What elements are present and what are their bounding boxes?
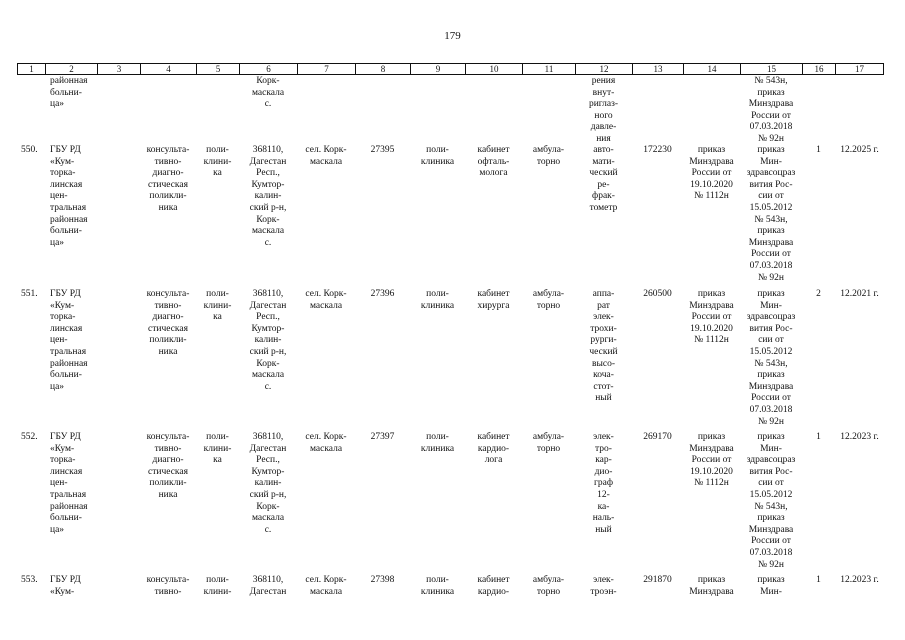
cell-r1-c6: 368110, Дагестан Респ., Кумтор- калин- ский р-н, Корк- маскала с. [249,145,287,248]
cell-r1-c8: 27395 [370,145,395,155]
cell-r4-c1: 553. [21,575,38,585]
cell-r0-c15: № 543н, приказ Минздрава России от 07.03.2018 № 92н [748,76,794,144]
cell-r2-c9: поли- клиника [420,289,455,311]
cell-r4-c15: приказ Мин- [757,575,785,597]
cell-r3-c17: 12.2023 г. [840,432,879,442]
header-col-7: 7 [297,64,355,75]
cell-r2-c4: консульта- тивно- диагно- стическая поликли- ника [146,289,190,357]
cell-r3-c5: поли- клини- ка [203,432,232,466]
cell-r2-c2: ГБУ РД «Кум- торка- линская цен- тральная районная больни- ца» [50,289,88,392]
cell-r3-c9: поли- клиника [420,432,455,454]
cell-r2-c1: 551. [21,289,38,299]
cell-r3-c12: элек- тро- кар- дио- граф 12- ка- наль- ный [592,432,615,535]
cell-r3-c13: 269170 [643,432,672,442]
cell-r1-c15: приказ Мин- здравсоцраз вития Рос- сии от 15.05.2012 № 543н, приказ Минздрава России от 07.03.2018 № 92н [746,145,796,283]
cell-r1-c4: консульта- тивно- диагно- стическая поликли- ника [146,145,190,213]
cell-r3-c1: 552. [21,432,38,442]
cell-r1-c1: 550. [21,145,38,155]
cell-r4-c10: кабинет кардио- [477,575,510,597]
cell-r2-c10: кабинет хирурга [477,289,510,311]
cell-r2-c12: аппа- рат элек- трохи- рурги- ческий высо- коча- стот- ный [589,289,618,404]
cell-r1-c12: авто- мати- ческий ре- фрак- тометр [589,145,618,213]
header-col-3: 3 [97,64,140,75]
cell-r4-c9: поли- клиника [420,575,455,597]
cell-r3-c14: приказ Минздрава России от 19.10.2020 № 1112н [689,432,734,489]
header-col-15: 15 [740,64,802,75]
cell-r1-c13: 172230 [643,145,672,155]
cell-r4-c5: поли- клини- [203,575,232,597]
cell-r4-c13: 291870 [643,575,672,585]
cell-r2-c8: 27396 [370,289,395,299]
cell-r1-c5: поли- клини- ка [203,145,232,179]
cell-r4-c6: 368110, Дагестан [249,575,287,597]
cell-r4-c14: приказ Минздрава [689,575,734,597]
cell-r2-c7: сел. Корк- маскала [305,289,347,311]
cell-r4-c8: 27398 [370,575,395,585]
cell-r3-c16: 1 [816,432,821,442]
cell-r3-c15: приказ Мин- здравсоцраз вития Рос- сии от 15.05.2012 № 543н, приказ Минздрава России от 07.03.2018 № 92н [746,432,796,570]
page-number: 179 [444,30,461,42]
header-col-2: 2 [45,64,97,75]
cell-r1-c10: кабинет офталь- молога [477,145,510,179]
cell-r4-c17: 12.2023 г. [840,575,879,585]
cell-r3-c8: 27397 [370,432,395,442]
cell-r2-c6: 368110, Дагестан Респ., Кумтор- калин- ский р-н, Корк- маскала с. [249,289,287,392]
cell-r2-c11: амбула- торно [532,289,565,311]
cell-r1-c2: ГБУ РД «Кум- торка- линская цен- тральная районная больни- ца» [50,145,88,248]
header-col-8: 8 [355,64,410,75]
cell-r1-c7: сел. Корк- маскала [305,145,347,167]
cell-r2-c13: 260500 [643,289,672,299]
header-col-16: 16 [802,64,835,75]
cell-r0-c2: районная больни- ца» [50,76,88,110]
cell-r3-c11: амбула- торно [532,432,565,454]
cell-r2-c15: приказ Мин- здравсоцраз вития Рос- сии от 15.05.2012 № 543н, приказ Минздрава России от 07.03.2018 № 92н [746,289,796,427]
cell-r2-c16: 2 [816,289,821,299]
cell-r2-c17: 12.2021 г. [840,289,879,299]
cell-r3-c10: кабинет кардио- лога [477,432,510,466]
header-col-4: 4 [140,64,196,75]
cell-r3-c2: ГБУ РД «Кум- торка- линская цен- тральная районная больни- ца» [50,432,88,535]
header-col-13: 13 [632,64,683,75]
header-col-17: 17 [835,64,884,75]
cell-r4-c11: амбула- торно [532,575,565,597]
cell-r3-c6: 368110, Дагестан Респ., Кумтор- калин- ский р-н, Корк- маскала с. [249,432,287,535]
header-col-11: 11 [522,64,575,75]
cell-r4-c2: ГБУ РД «Кум- [50,575,81,597]
cell-r1-c9: поли- клиника [420,145,455,167]
cell-r3-c7: сел. Корк- маскала [305,432,347,454]
cell-r4-c12: элек- троэн- [590,575,617,597]
cell-r2-c14: приказ Минздрава России от 19.10.2020 № 1112н [689,289,734,346]
cell-r0-c6: Корк- маскала с. [251,76,285,110]
header-col-5: 5 [196,64,239,75]
cell-r3-c4: консульта- тивно- диагно- стическая поликли- ника [146,432,190,500]
header-col-6: 6 [239,64,297,75]
cell-r1-c17: 12.2025 г. [840,145,879,155]
header-col-12: 12 [575,64,632,75]
header-col-14: 14 [683,64,740,75]
header-col-9: 9 [410,64,465,75]
cell-r1-c11: амбула- торно [532,145,565,167]
cell-r2-c5: поли- клини- ка [203,289,232,323]
cell-r1-c16: 1 [816,145,821,155]
table-header [17,63,884,75]
cell-r1-c14: приказ Минздрава России от 19.10.2020 № 1112н [689,145,734,202]
cell-r0-c12: рения внут- риглаз- ного давле- ния [588,76,619,144]
cell-r4-c7: сел. Корк- маскала [305,575,347,597]
header-col-1: 1 [17,64,45,75]
cell-r4-c16: 1 [816,575,821,585]
header-col-10: 10 [465,64,522,75]
cell-r4-c4: консульта- тивно- [146,575,190,597]
